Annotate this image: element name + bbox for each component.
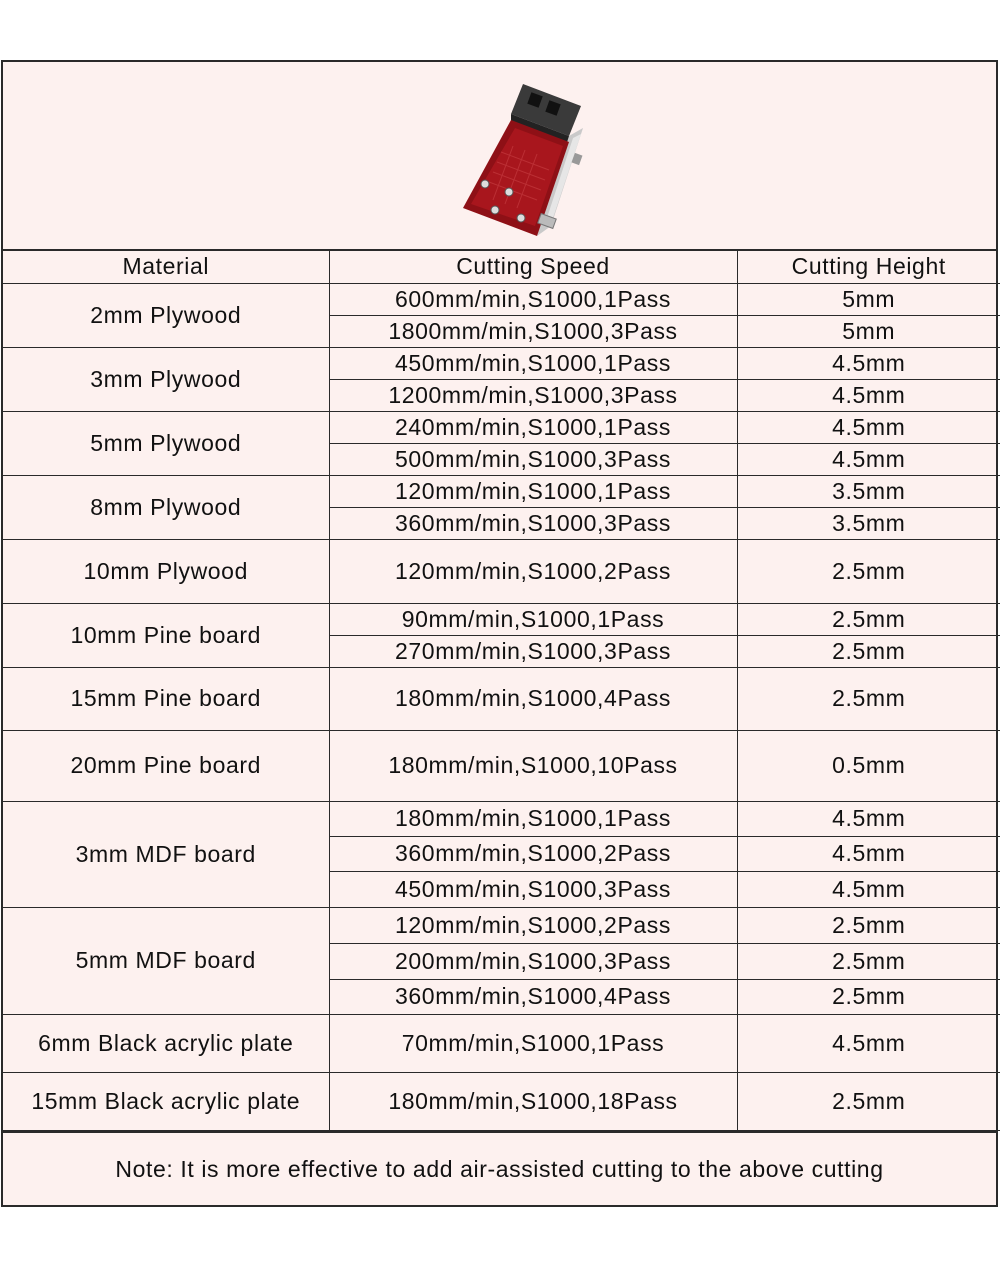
cutting-height-cell: 3.5mm: [737, 507, 1000, 539]
material-cell: 15mm Black acrylic plate: [3, 1072, 329, 1130]
table-row: [3, 603, 1000, 635]
table-row: [3, 539, 1000, 603]
table-row: [3, 411, 1000, 443]
material-cell: 6mm Black acrylic plate: [3, 1014, 329, 1072]
cutting-height-cell: 0.5mm: [737, 730, 1000, 801]
table-row: [3, 667, 1000, 730]
cutting-speed-cell: 180mm/min,S1000,18Pass: [329, 1072, 737, 1130]
note-text: Note: It is more effective to add air-assisted cutting to the above cutting: [3, 1131, 996, 1205]
cutting-speed-cell: 70mm/min,S1000,1Pass: [329, 1014, 737, 1072]
material-cell: 3mm Plywood: [3, 347, 329, 411]
material-cell: 5mm Plywood: [3, 411, 329, 475]
table-row: [3, 1072, 1000, 1130]
cutting-parameters-table: [3, 251, 1000, 1131]
table-row: [3, 283, 1000, 315]
cutting-height-cell: 2.5mm: [737, 907, 1000, 943]
table-header-row: [3, 251, 1000, 283]
cutting-height-cell: 4.5mm: [737, 801, 1000, 836]
header-cutting-speed: Cutting Speed: [329, 251, 737, 283]
cutting-speed-cell: 180mm/min,S1000,1Pass: [329, 801, 737, 836]
cutting-speed-cell: 450mm/min,S1000,1Pass: [329, 347, 737, 379]
header-material: Material: [3, 251, 329, 283]
cutting-height-cell: 2.5mm: [737, 979, 1000, 1014]
cutting-height-cell: 2.5mm: [737, 539, 1000, 603]
cutting-speed-cell: 600mm/min,S1000,1Pass: [329, 283, 737, 315]
cutting-speed-cell: 180mm/min,S1000,4Pass: [329, 667, 737, 730]
header-cutting-height: Cutting Height: [737, 251, 1000, 283]
cutting-height-cell: 4.5mm: [737, 411, 1000, 443]
settings-sheet: [1, 60, 998, 1207]
cutting-height-cell: 2.5mm: [737, 635, 1000, 667]
cutting-height-cell: 2.5mm: [737, 1072, 1000, 1130]
cutting-speed-cell: 450mm/min,S1000,3Pass: [329, 871, 737, 907]
laser-module-icon: [441, 76, 591, 241]
cutting-speed-cell: 360mm/min,S1000,4Pass: [329, 979, 737, 1014]
cutting-speed-cell: 360mm/min,S1000,2Pass: [329, 836, 737, 871]
cutting-height-cell: 4.5mm: [737, 871, 1000, 907]
cutting-speed-cell: 90mm/min,S1000,1Pass: [329, 603, 737, 635]
cutting-speed-cell: 120mm/min,S1000,1Pass: [329, 475, 737, 507]
cutting-speed-cell: 200mm/min,S1000,3Pass: [329, 943, 737, 979]
material-cell: 20mm Pine board: [3, 730, 329, 801]
table-row: [3, 347, 1000, 379]
material-cell: 3mm MDF board: [3, 801, 329, 907]
material-cell: 2mm Plywood: [3, 283, 329, 347]
cutting-height-cell: 5mm: [737, 315, 1000, 347]
cutting-height-cell: 2.5mm: [737, 603, 1000, 635]
cutting-speed-cell: 500mm/min,S1000,3Pass: [329, 443, 737, 475]
material-cell: 5mm MDF board: [3, 907, 329, 1014]
cutting-speed-cell: 270mm/min,S1000,3Pass: [329, 635, 737, 667]
cutting-speed-cell: 360mm/min,S1000,3Pass: [329, 507, 737, 539]
cutting-speed-cell: 120mm/min,S1000,2Pass: [329, 539, 737, 603]
cutting-height-cell: 4.5mm: [737, 347, 1000, 379]
table-row: [3, 1014, 1000, 1072]
material-cell: 8mm Plywood: [3, 475, 329, 539]
product-photo-area: [3, 62, 996, 251]
cutting-speed-cell: 120mm/min,S1000,2Pass: [329, 907, 737, 943]
cutting-height-cell: 4.5mm: [737, 1014, 1000, 1072]
cutting-speed-cell: 1800mm/min,S1000,3Pass: [329, 315, 737, 347]
cutting-height-cell: 4.5mm: [737, 379, 1000, 411]
cutting-height-cell: 2.5mm: [737, 943, 1000, 979]
table-row: [3, 475, 1000, 507]
cutting-height-cell: 3.5mm: [737, 475, 1000, 507]
material-cell: 10mm Pine board: [3, 603, 329, 667]
material-cell: 15mm Pine board: [3, 667, 329, 730]
cutting-height-cell: 5mm: [737, 283, 1000, 315]
table-row: [3, 730, 1000, 801]
material-cell: 10mm Plywood: [3, 539, 329, 603]
cutting-height-cell: 4.5mm: [737, 443, 1000, 475]
cutting-speed-cell: 180mm/min,S1000,10Pass: [329, 730, 737, 801]
table-row: [3, 907, 1000, 943]
cutting-height-cell: 2.5mm: [737, 667, 1000, 730]
cutting-speed-cell: 240mm/min,S1000,1Pass: [329, 411, 737, 443]
table-row: [3, 801, 1000, 836]
cutting-height-cell: 4.5mm: [737, 836, 1000, 871]
cutting-speed-cell: 1200mm/min,S1000,3Pass: [329, 379, 737, 411]
